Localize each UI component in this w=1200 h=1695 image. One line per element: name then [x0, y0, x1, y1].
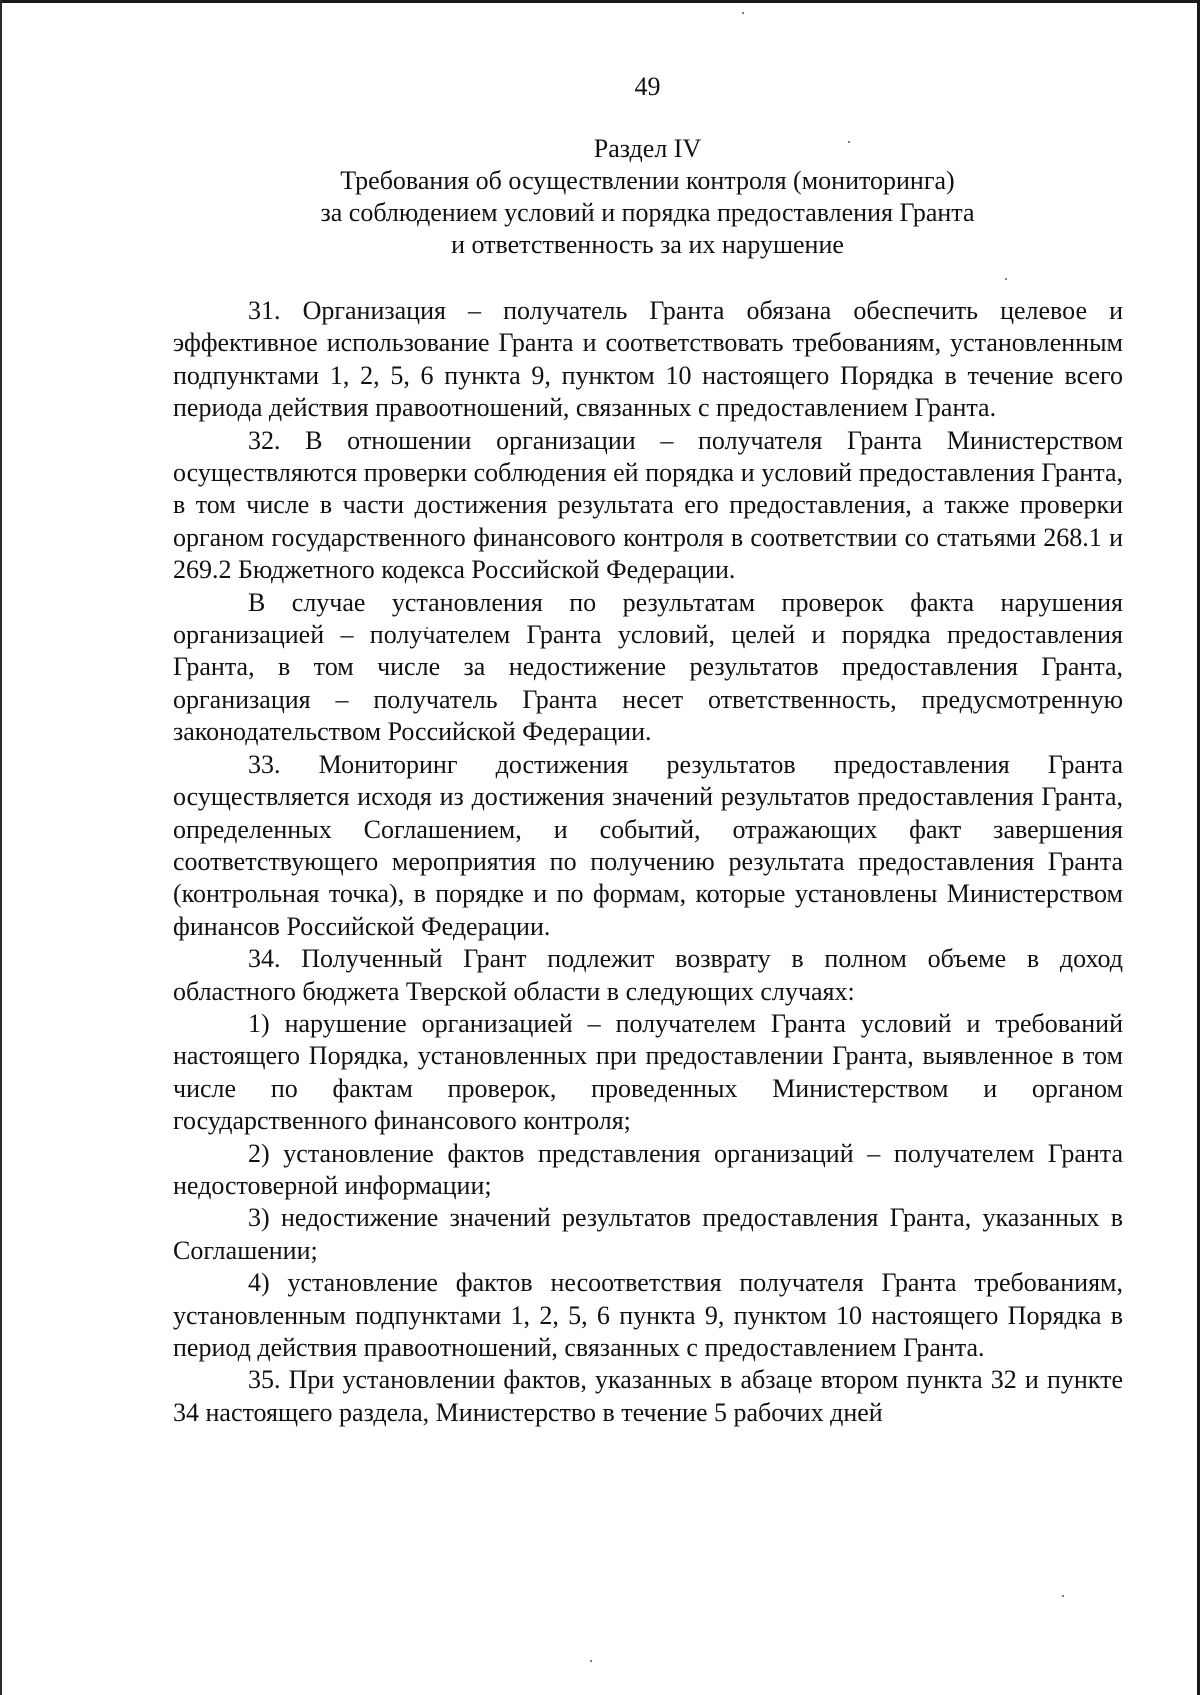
section-heading: [170, 133, 1125, 261]
scan-border-top: [0, 0, 1200, 3]
page-number: 49: [634, 72, 661, 101]
scan-speck: [1005, 278, 1007, 280]
scan-speck: [1062, 1595, 1064, 1597]
document-body: [173, 295, 1123, 1429]
paragraph-32: 32. В отношении организации – получателя Гранта Министерством осуществляются проверки соблюдения ей порядка и условий предоставления Гранта, в том числе в части достижения результата его предоставления, а также проверки органом государственного финансового контроля в соответствии со статьями 268.1 и 269.2 Бюджетного кодекса Российской Федерации.: [173, 425, 1123, 585]
section-title-line: Требования об осуществлении контроля (мониторинга): [340, 166, 955, 195]
scan-speck: [590, 1660, 592, 1662]
scan-speck: [742, 12, 744, 14]
paragraph-34-item-3: 3) недостижение значений результатов предоставления Гранта, указанных в Соглашении;: [173, 1203, 1123, 1265]
paragraph-34-item-4: 4) установление фактов несоответствия получателя Гранта требованиям, установленным подпунктами 1, 2, 5, 6 пункта 9, пунктом 10 настоящего Порядка в период действия правоотношений, связанных с предоставлением Гранта.: [173, 1268, 1123, 1362]
section-label: Раздел IV: [593, 134, 702, 163]
paragraph-35: 35. При установлении фактов, указанных в абзаце втором пункта 32 и пункте 34 настоящего раздела, Министерство в течение 5 рабочих дней: [173, 1365, 1123, 1427]
paragraph-34-item-2: 2) установление фактов представления организаций – получателем Гранта недостоверной информации;: [173, 1138, 1123, 1200]
paragraph-34-item-1: 1) нарушение организацией – получателем Гранта условий и требований настоящего Порядка, установленных при предоставлении Гранта, выявленное в том числе по фактам проверок, проведенных Министерством и органом государственного финансового контроля;: [173, 1008, 1123, 1136]
paragraph-31: 31. Организация – получатель Гранта обязана обеспечить целевое и эффективное использование Гранта и соответствовать требованиям, установленным подпунктами 1, 2, 5, 6 пункта 9, пунктом 10 настоящего Порядка в течение всего периода действия правоотношений, связанных с предоставлением Гранта.: [173, 296, 1123, 423]
paragraph-32-liability: В случае установления по результатам проверок факта нарушения организацией – получателем Гранта условий, целей и порядка предоставления Гранта, в том числе за недостижение результатов предоставления Гранта, организация – получатель Гранта несет ответственность, предусмотренную законодательством Российской Федерации.: [173, 587, 1123, 747]
section-title-line: и ответственность за их нарушение: [451, 230, 844, 259]
paragraph-33: 33. Мониторинг достижения результатов предоставления Гранта осуществляется исходя из достижения значений результатов предоставления Гранта, определенных Соглашением, и событий, отражающих факт завершения соответствующего мероприятия по получению результата предоставления Гранта (контрольная точка), в порядке и по формам, которые установлены Министерством финансов Российской Федерации.: [173, 749, 1123, 941]
paragraph-34: 34. Полученный Грант подлежит возврату в полном объеме в доход областного бюджета Тверской области в следующих случаях:: [173, 944, 1123, 1006]
section-title-line: за соблюдением условий и порядка предоставления Гранта: [320, 198, 975, 227]
scan-border-left: [0, 0, 2, 1695]
